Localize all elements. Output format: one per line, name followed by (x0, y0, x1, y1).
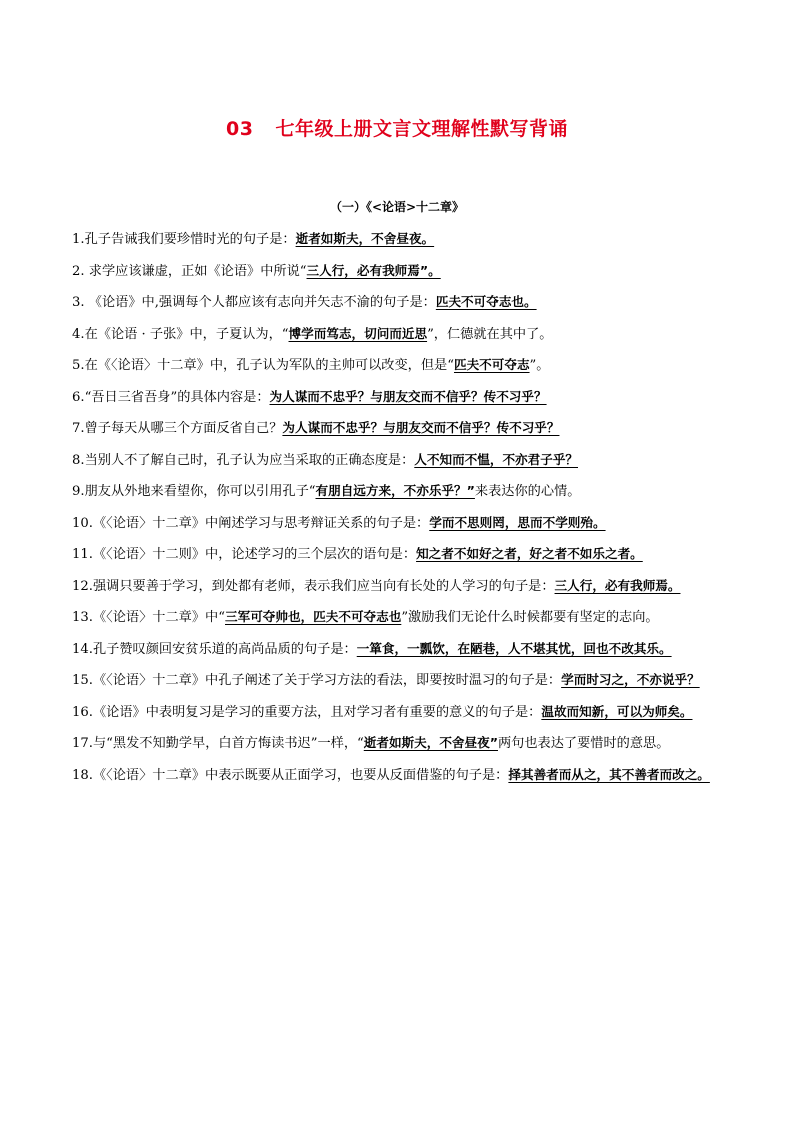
question-item (72, 634, 724, 666)
question-text: 9.朋友从外地来看望你，你可以引用孔子“ (72, 484, 316, 499)
question-item (72, 665, 724, 697)
question-text: 17.与“黑发不知勤学早，白首方悔读书迟”一样，“ (72, 736, 364, 751)
answer-text: 为人谋而不忠乎？与朋友交而不信乎？传不习乎？ (282, 420, 560, 435)
question-list (72, 224, 724, 791)
question-text: 2. 求学应该谦虚，正如《论语》中所说“ (72, 263, 307, 279)
answer-text: 温故而知新，可以为师矣。 (541, 703, 693, 719)
question-text: 16.《论语》中表明复习是学习的重要方法，且对学习者有重要的意义的句子是： (72, 704, 542, 720)
question-item (72, 319, 724, 351)
title-number: 03 (226, 118, 254, 140)
question-item (72, 508, 724, 540)
question-item (72, 445, 724, 477)
question-item (72, 224, 724, 256)
question-item (72, 539, 724, 571)
question-item (72, 697, 724, 729)
answer-text: 三人行，必有我师焉”。 (306, 262, 441, 278)
answer-text: 知之者不如好之者，好之者不如乐之者。 (416, 546, 643, 561)
question-text: 14.孔子赞叹颜回安贫乐道的高尚品质的句子是： (72, 641, 357, 657)
answer-text: 学而时习之，不亦说乎？ (561, 672, 700, 687)
question-text: 12.强调只要善于学习，到处都有老师，表示我们应当向有长处的人学习的句子是： (72, 578, 555, 594)
question-text: 1.孔子告诫我们要珍惜时光的句子是： (72, 232, 296, 247)
question-text: 6.“吾日三省吾身”的具体内容是： (72, 389, 270, 405)
section-heading: （一）《<论语>十二章》 (329, 200, 465, 214)
question-text: 3. 《论语》中,强调每个人都应该有志向并矢志不渝的句子是： (72, 295, 436, 310)
question-tail: 两句也表达了要惜时的意思。 (497, 736, 670, 751)
question-item (72, 571, 724, 603)
title-text: 七年级上册文言文理解性默写背诵 (275, 118, 568, 140)
answer-text: 一箪食，一瓢饮，在陋巷，人不堪其忧，回也不改其乐。 (356, 640, 672, 656)
question-text: 10.《〈论语〉十二章》中阐述学习与思考辩证关系的句子是： (72, 515, 430, 531)
answer-text: 有朋自远方来，不亦乐乎？” (315, 483, 475, 498)
answer-text: 为人谋而不忠乎？与朋友交而不信乎？传不习乎？ (269, 388, 547, 404)
answer-text: 逝者如斯夫，不舍昼夜。 (295, 231, 435, 246)
question-text: 15.《〈论语〉十二章》中孔子阐述了关于学习方法的看法，即要按时温习的句子是： (72, 673, 562, 688)
question-text: 11.《〈论语〉十二则》中，论述学习的三个层次的语句是： (72, 547, 417, 562)
question-item (72, 287, 724, 319)
question-item (72, 602, 724, 634)
question-tail: ”激励我们无论什么时候都要有坚定的志向。 (401, 610, 659, 625)
page-title (0, 114, 794, 141)
answer-text: 择其善者而从之，其不善者而改之。 (508, 766, 710, 782)
answer-text: 博学而笃志，切问而近思 (288, 325, 428, 341)
answer-text: 三军可夺帅也，匹夫不可夺志也 (225, 609, 402, 624)
question-text: 5.在《〈论语〉十二章》中，孔子认为军队的主帅可以改变，但是“ (72, 358, 454, 373)
question-item (72, 760, 724, 792)
question-item (72, 382, 724, 414)
question-tail: 来表达你的心情。 (474, 484, 581, 499)
answer-text: 逝者如斯夫，不舍昼夜” (363, 735, 498, 750)
question-text: 4.在《论语 · 子张》中，子夏认为，“ (72, 326, 289, 342)
question-tail: ”，仁德就在其中了。 (427, 326, 553, 342)
question-tail: ”。 (529, 358, 550, 373)
question-item (72, 256, 724, 288)
question-item (72, 728, 724, 760)
answer-text: 学而不思则罔，思而不学则殆。 (429, 514, 606, 530)
question-item (72, 413, 724, 445)
question-item (72, 350, 724, 382)
answer-text: 三人行，必有我师焉。 (554, 577, 681, 593)
question-item (72, 476, 724, 508)
question-text: 8.当别人不了解自己时，孔子认为应当采取的正确态度是： (72, 452, 415, 468)
answer-text: 匹夫不可夺志 (453, 357, 530, 372)
answer-text: 人不知而不愠，不亦君子乎？ (414, 451, 578, 467)
question-text: 7.曾子每天从哪三个方面反省自己？ (72, 421, 283, 436)
question-text: 18.《〈论语〉十二章》中表示既要从正面学习，也要从反面借鉴的句子是： (72, 767, 509, 783)
question-text: 13.《〈论语〉十二章》中“ (72, 610, 225, 625)
answer-text: 匹夫不可夺志也。 (435, 294, 537, 309)
